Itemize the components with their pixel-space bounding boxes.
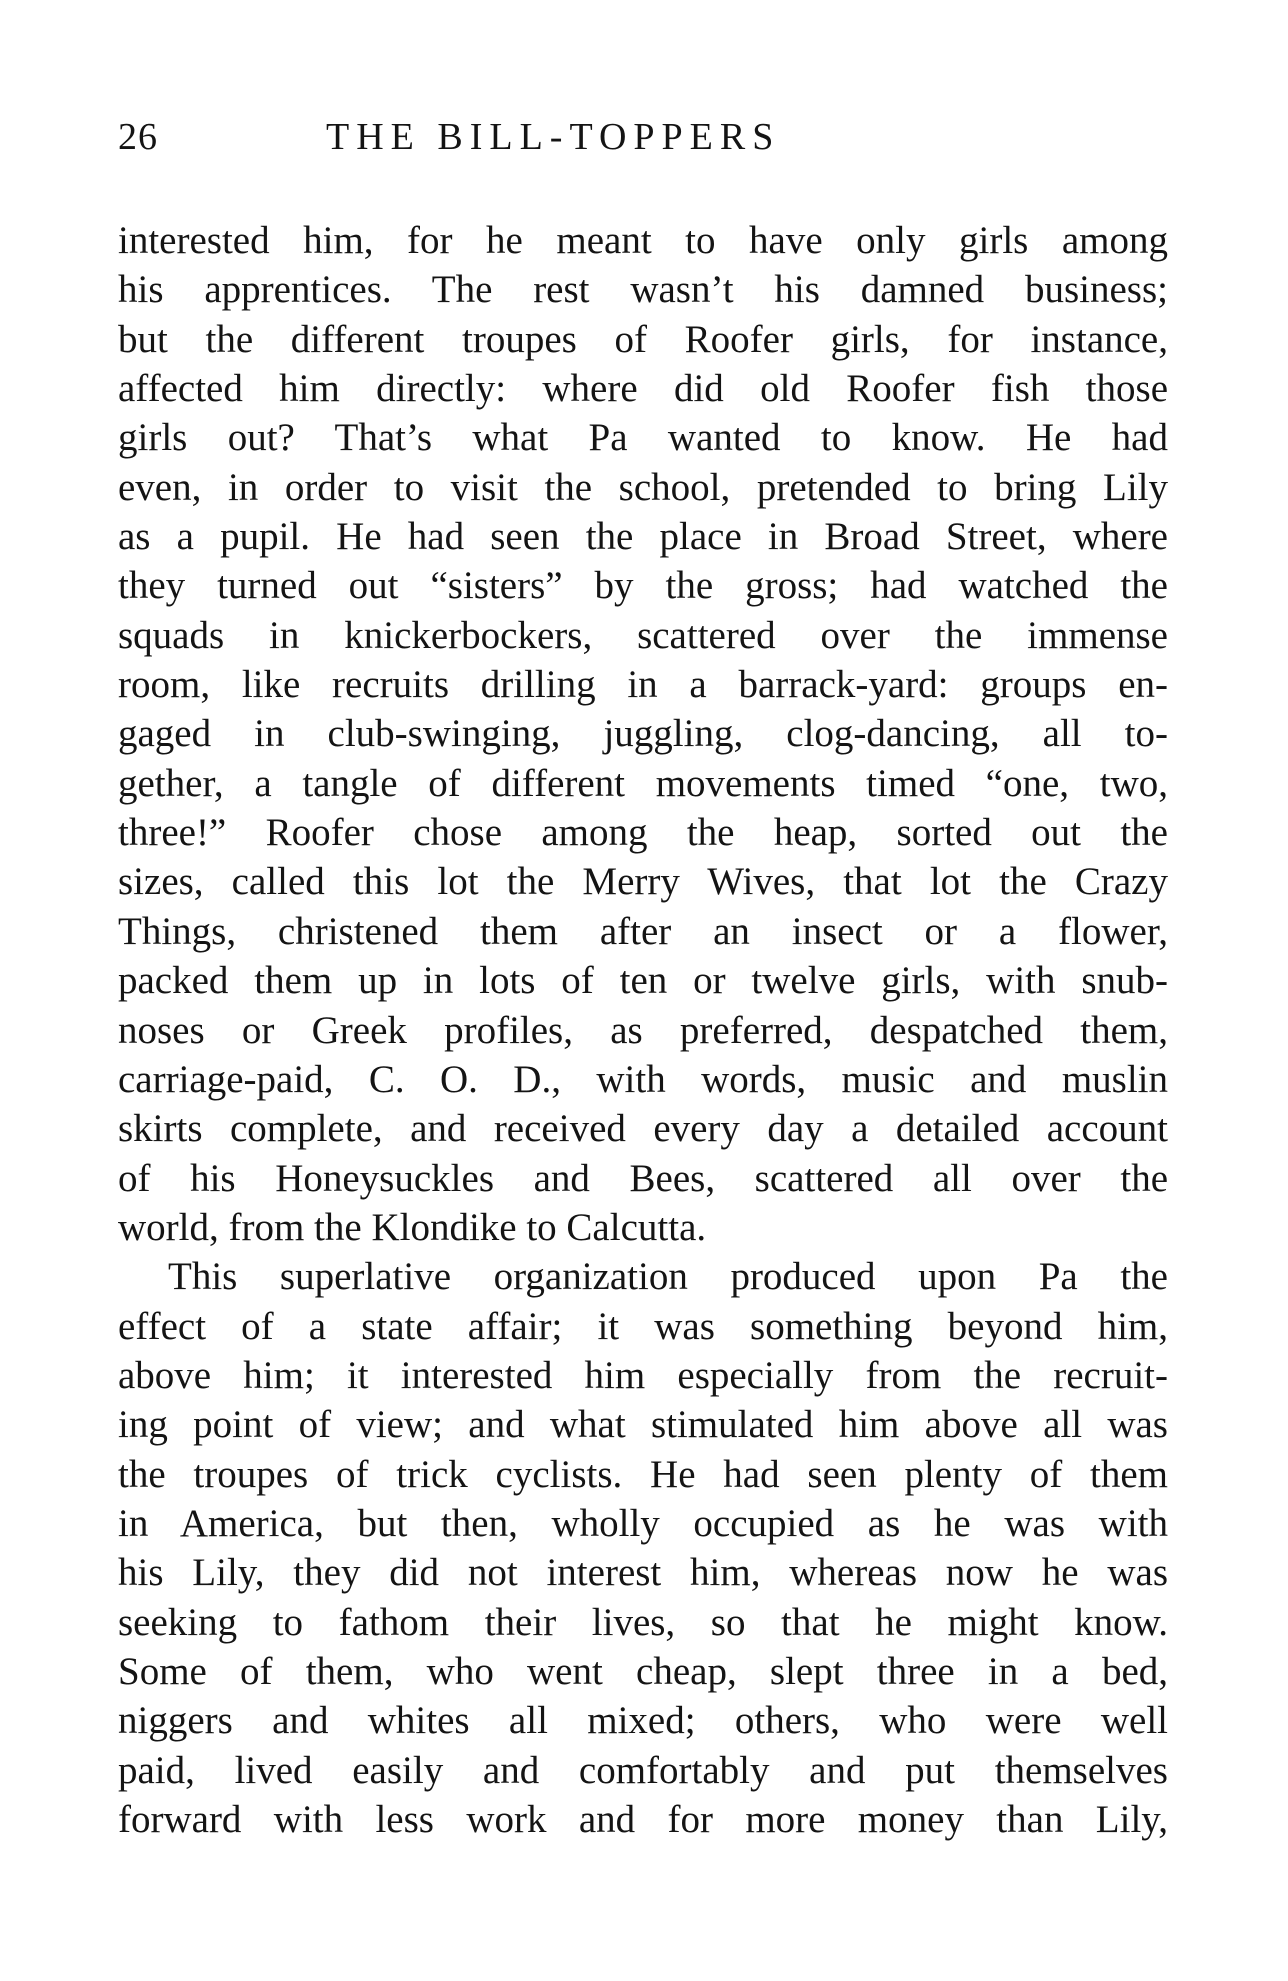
- text-line: world, from the Klondike to Calcutta.: [118, 1205, 707, 1249]
- text-line: ing point of view; and what stimulated him above all was: [118, 1403, 1168, 1447]
- text-line: of his Honeysuckles and Bees, scattered all over the: [118, 1156, 1168, 1200]
- text-line: skirts complete, and received every day a detailed account: [118, 1107, 1168, 1151]
- text-line: affected him directly: where did old Roofer fish those: [118, 367, 1168, 411]
- paragraph-2: [118, 1252, 1168, 1844]
- text-line: squads in knickerbockers, scattered over the immense: [118, 613, 1168, 657]
- text-line: but the different troupes of Roofer girls, for instance,: [118, 317, 1168, 361]
- text-line: interested him, for he meant to have only girls among: [118, 219, 1168, 262]
- body-text: [118, 216, 1168, 1844]
- text-line: his Lily, they did not interest him, whereas now he was: [118, 1551, 1168, 1595]
- page-number: 26: [118, 116, 158, 158]
- text-line: his apprentices. The rest wasn’t his damned business;: [118, 268, 1168, 312]
- text-line: they turned out “sisters” by the gross; had watched the: [118, 564, 1168, 608]
- text-line: above him; it interested him especially from the recruit-: [118, 1353, 1168, 1397]
- text-line: paid, lived easily and comfortably and put themselves: [118, 1748, 1168, 1792]
- text-line: gaged in club-swinging, juggling, clog-dancing, all to-: [118, 712, 1168, 756]
- text-line: forward with less work and for more money than Lily,: [118, 1798, 1168, 1841]
- text-line: three!” Roofer chose among the heap, sorted out the: [118, 811, 1168, 855]
- text-line: girls out? That’s what Pa wanted to know. He had: [118, 416, 1168, 460]
- text-line: effect of a state affair; it was something beyond him,: [118, 1304, 1168, 1348]
- text-line: sizes, called this lot the Merry Wives, that lot the Crazy: [118, 860, 1168, 904]
- text-line: This superlative organization produced upon Pa the: [168, 1255, 1168, 1299]
- text-line: room, like recruits drilling in a barrack-yard: groups en-: [118, 663, 1168, 707]
- text-line: as a pupil. He had seen the place in Broad Street, where: [118, 515, 1168, 559]
- text-line: even, in order to visit the school, pretended to bring Lily: [118, 465, 1168, 509]
- text-line: noses or Greek profiles, as preferred, despatched them,: [118, 1008, 1168, 1052]
- running-head: [118, 112, 1168, 162]
- paragraph-1: [118, 216, 1168, 1252]
- text-line: Some of them, who went cheap, slept three in a bed,: [118, 1649, 1168, 1693]
- text-line: carriage-paid, C. O. D., with words, music and muslin: [118, 1057, 1168, 1101]
- text-line: niggers and whites all mixed; others, who were well: [118, 1699, 1168, 1743]
- text-line: Things, christened them after an insect or a flower,: [118, 909, 1168, 953]
- text-line: in America, but then, wholly occupied as he was with: [118, 1501, 1168, 1545]
- text-line: the troupes of trick cyclists. He had seen plenty of them: [118, 1452, 1168, 1496]
- running-title: THE BILL-TOPPERS: [326, 116, 781, 158]
- text-line: seeking to fathom their lives, so that he might know.: [118, 1600, 1168, 1644]
- text-line: packed them up in lots of ten or twelve girls, with snub-: [118, 959, 1168, 1003]
- text-line: gether, a tangle of different movements timed “one, two,: [118, 761, 1168, 805]
